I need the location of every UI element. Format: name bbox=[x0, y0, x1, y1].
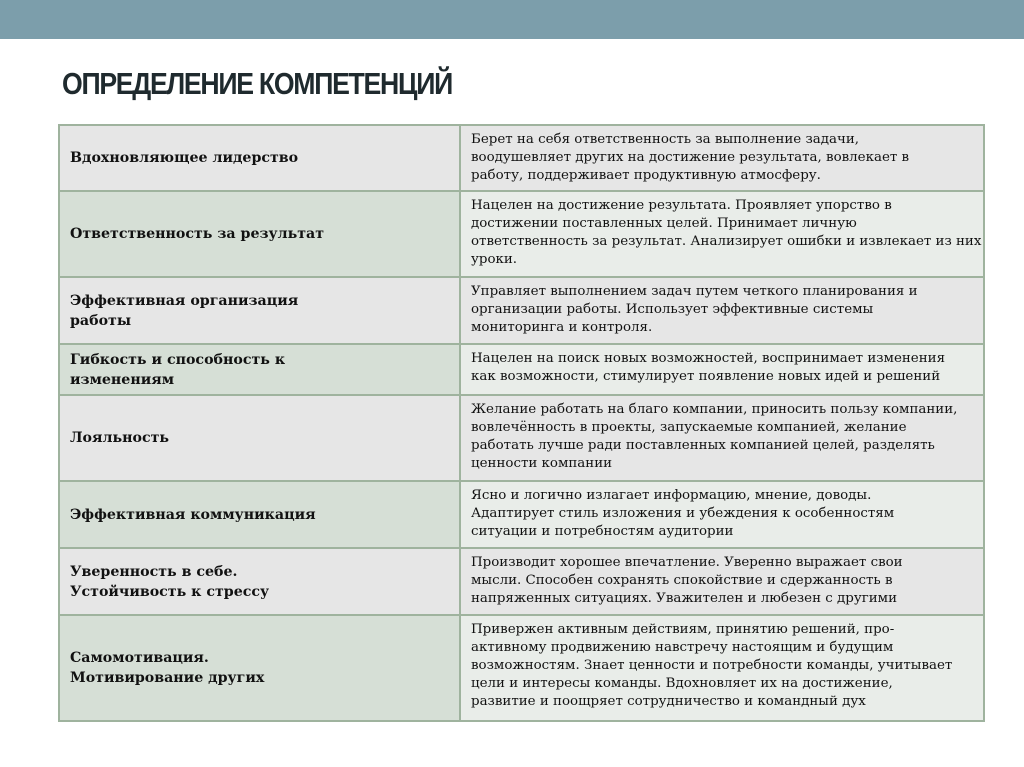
competency-row bbox=[59, 344, 984, 395]
competency-description-line: ситуации и потребностям аудитории bbox=[471, 524, 734, 539]
competency-description bbox=[460, 277, 984, 344]
competency-description-line: достижении поставленных целей. Принимает личную bbox=[471, 216, 857, 231]
competency-description-line: напряженных ситуациях. Уважителен и любезен с другими bbox=[471, 591, 898, 606]
competency-name-line: Вдохновляющее лидерство bbox=[70, 150, 299, 166]
competency-description-line: ответственность за результат. Анализирует ошибки и извлекает из них bbox=[471, 234, 982, 249]
competency-name bbox=[59, 481, 460, 548]
competency-description-line: ценности компании bbox=[471, 456, 613, 471]
competency-name bbox=[59, 344, 460, 395]
competency-name bbox=[59, 191, 460, 277]
competency-description-line: Нацелен на поиск новых возможностей, воспринимает изменения bbox=[471, 351, 946, 366]
competency-name-line: Ответственность за результат bbox=[70, 226, 325, 242]
competency-name bbox=[59, 548, 460, 615]
competency-name-line: Гибкость и способность к bbox=[70, 351, 286, 368]
competency-description-line: активному продвижению навстречу настоящим и будущим bbox=[471, 640, 894, 655]
competency-description-line: организации работы. Использует эффективные системы bbox=[471, 302, 874, 317]
competency-name-line: Эффективная организация bbox=[70, 292, 299, 309]
competency-description bbox=[460, 395, 984, 481]
competency-description bbox=[460, 344, 984, 395]
competency-name-line: Мотивирование других bbox=[70, 670, 265, 686]
competency-name-line: Уверенность в себе. bbox=[70, 563, 238, 580]
competency-row bbox=[59, 191, 984, 277]
competency-description bbox=[460, 615, 984, 721]
competency-row bbox=[59, 125, 984, 191]
competency-description-line: Нацелен на достижение результата. Проявляет упорство в bbox=[471, 198, 892, 213]
competency-row bbox=[59, 548, 984, 615]
competency-description bbox=[460, 125, 984, 191]
competency-description-line: мысли. Способен сохранять спокойствие и сдержанность в bbox=[471, 573, 893, 588]
competency-name bbox=[59, 125, 460, 191]
competency-description-line: Управляет выполнением задач путем четкого планирования и bbox=[471, 284, 918, 299]
competency-description-line: возможностям. Знает ценности и потребности команды, учитывает bbox=[471, 658, 953, 673]
slide-title: ОПРЕДЕЛЕНИЕ КОМПЕТЕНЦИЙ bbox=[62, 66, 452, 101]
competency-description-line: как возможности, стимулирует появление новых идей и решений bbox=[471, 369, 941, 384]
competency-name-line: Устойчивость к стрессу bbox=[70, 583, 270, 600]
competency-description-line: Желание работать на благо компании, приносить пользу компании, bbox=[471, 402, 958, 417]
competency-row bbox=[59, 615, 984, 721]
competency-name-line: Эффективная коммуникация bbox=[70, 506, 316, 523]
competency-description-line: вовлечённость в проекты, запускаемые компанией, желание bbox=[471, 420, 907, 435]
competency-description-line: Привержен активным действиям, принятию решений, про- bbox=[471, 622, 895, 637]
competency-description-line: уроки. bbox=[471, 252, 518, 267]
competency-name bbox=[59, 395, 460, 481]
competency-name bbox=[59, 615, 460, 721]
competency-description-line: мониторинга и контроля. bbox=[471, 320, 653, 335]
competency-description-line: воодушевляет других на достижение результата, вовлекает в bbox=[471, 150, 910, 165]
competency-description-line: Производит хорошее впечатление. Уверенно выражает свои bbox=[471, 555, 903, 570]
competency-name-line: работы bbox=[70, 312, 132, 329]
competency-description bbox=[460, 191, 984, 277]
competencies-table-body bbox=[59, 125, 984, 721]
competency-name-line: Самомотивация. bbox=[70, 650, 209, 666]
competency-description-line: Берет на себя ответственность за выполнение задачи, bbox=[471, 132, 860, 147]
competency-name-line: Лояльность bbox=[70, 430, 170, 446]
competency-row bbox=[59, 481, 984, 548]
competencies-table bbox=[58, 124, 985, 722]
competency-row bbox=[59, 277, 984, 344]
competency-description-line: развитие и поощряет сотрудничество и командный дух bbox=[471, 694, 866, 709]
competency-description-line: работу, поддерживает продуктивную атмосферу. bbox=[471, 168, 821, 183]
competency-description bbox=[460, 481, 984, 548]
competency-description-line: Адаптирует стиль изложения и убеждения к особенностям bbox=[471, 506, 895, 521]
competency-name-line: изменениям bbox=[70, 371, 175, 388]
competency-name bbox=[59, 277, 460, 344]
competency-row bbox=[59, 395, 984, 481]
competency-description-line: цели и интересы команды. Вдохновляет их на достижение, bbox=[471, 676, 893, 691]
competency-description bbox=[460, 548, 984, 615]
competency-description-line: Ясно и логично излагает информацию, мнение, доводы. bbox=[471, 488, 872, 503]
competency-description-line: работать лучше ради поставленных компанией целей, разделять bbox=[471, 438, 935, 453]
top-accent-bar bbox=[0, 0, 1024, 39]
